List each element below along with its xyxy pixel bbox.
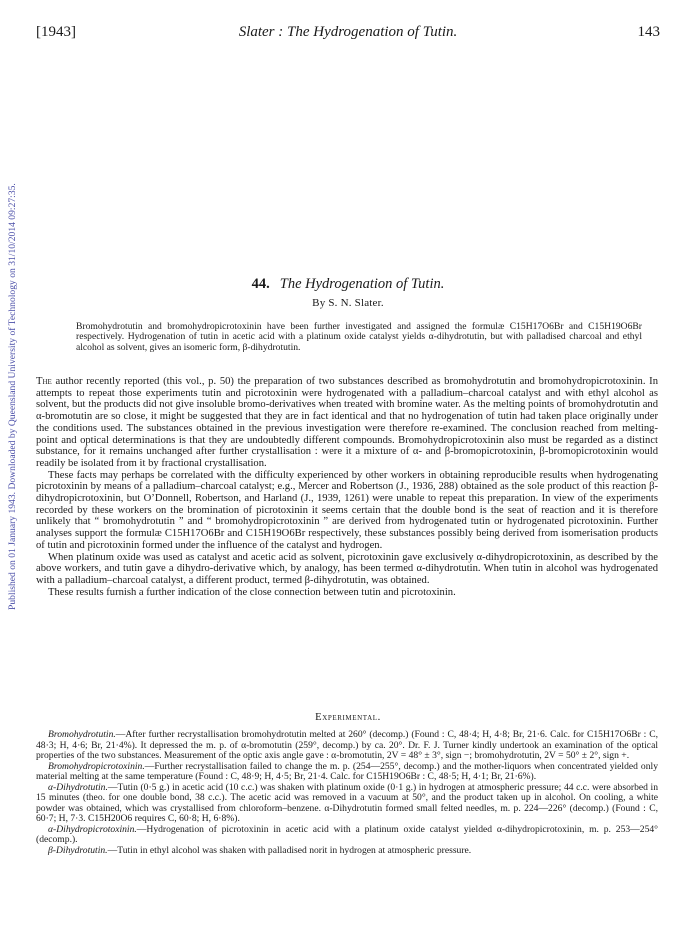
- running-title: Slater : The Hydrogenation of Tutin.: [238, 24, 458, 40]
- compound-label: Bromohydrotutin.: [48, 729, 116, 740]
- page-number: 143: [637, 24, 660, 40]
- experimental-text: —Tutin (0·5 g.) in acetic acid (10 c.c.) was shaken with platinum oxide (0·1 g.) in hydrogen at atmospheric pressure; 44 c.c. were absorbed in 15 minutes (theo. for one double bond, 38 c.c.). The acetic acid was removed in a vacuum at 50°, and the product taken up in alcohol. On cooling, a white powder was obtained, which was crystallised from chloroform–benzene. α-Dihydrotutin formed small felted needles, m. p. 224—226° (decomp.) (Found : C, 60·7; H, 7·3. C15H20O6 requires C, 60·8; H, 6·8%).: [36, 781, 658, 824]
- download-notice: [5, 110, 21, 610]
- journal-year: [1943]: [36, 24, 76, 40]
- experimental-section: [36, 730, 658, 856]
- lead-word: The: [36, 376, 52, 387]
- compound-label: β-Dihydrotutin.: [48, 844, 108, 856]
- experimental-paragraph-4: [36, 825, 658, 846]
- experimental-paragraph-2: [36, 762, 658, 783]
- article-heading: [36, 276, 660, 309]
- compound-label: α-Dihydrotutin.: [48, 781, 108, 793]
- experimental-text: —After further recrystallisation bromohydrotutin melted at 260° (decomp.) (Found : C, 48·4; H, 4·8; Br, 21·6. Calc. for C15H17O6Br : C, 48·3; H, 4·6; Br, 21·4%). It depressed the m. p. of α-bromotutin (259°, decomp.) by ca. 20°. Dr. F. J. Turner kindly undertook an examination of the optical properties of the two substances. Measurement of the optic axis angle gave : α-bromotutin, 2V = 48° ± 3°, sign −; bromohydrotutin, 2V = 50° ± 2°, sign +.: [36, 729, 658, 761]
- experimental-paragraph-1: [36, 730, 658, 762]
- section-heading-experimental: Experimental.: [315, 712, 381, 723]
- byline: By S. N. Slater.: [312, 297, 384, 309]
- experimental-paragraph-3: [36, 783, 658, 825]
- abstract: Bromohydrotutin and bromohydropicrotoxinin have been further investigated and assigned the formulæ C15H17O6Br and C15H19O6Br respectively. Hydrogenation of tutin in acetic acid with a platinum oxide catalyst yields α-dihydrotutin, but with palladised charcoal and ethyl alcohol as solvent, gives an isomeric form, β-dihydrotutin.: [76, 321, 642, 353]
- compound-label: Bromohydropicrotoxinin.: [48, 760, 145, 772]
- body-paragraph-1-text: author recently reported (this vol., p. 50) the preparation of two substances described as bromohydrotutin and bromohydropicrotoxinin. In attempts to repeat those experiments tutin and picrotoxinin were hydrogenated with a palladium–charcoal catalyst and with ethyl alcohol as solvent, but the products did not give insoluble bromo-derivatives when treated with bromine water. As the melting points of bromohydrotutin and α-bromotutin are so close, it might be suggested that they are in fact identical and that no hydrogenation of tutin had taken place originally under the conditions used. The substances obtained in the previous investigation were therefore re-examined. The conclusion reached from melting-point and optical determinations is that they are undoubtedly different compounds. Bromohydropicrotoxinin also must be regarded as a distinct substance, for it remains unchanged after further crystallisation : were it a mixture of α- and β-bromopicrotoxinin, β-bromopicrotoxinin would readily be isolated from it by fractional crystallisation.: [36, 376, 658, 469]
- experimental-text: —Further recrystallisation failed to change the m. p. (254—255°, decomp.) and the mother-liquors when concentrated yielded only material melting at the same temperature (Found : C, 48·9; H, 4·5; Br, 21·4. Calc. for C15H19O6Br : C, 48·5; H, 4·1; Br, 21·6%).: [36, 760, 658, 782]
- body-paragraph-3: When platinum oxide was used as catalyst and acetic acid as solvent, picrotoxinin gave exclusively α-dihydropicrotoxinin, as described by the above workers, and tutin gave a dihydro-derivative which, by analogy, has been termed α-dihydrotutin. When tutin in alcohol was hydrogenated with a palladium–charcoal catalyst, a different product, termed β-dihydrotutin, was obtained.: [36, 551, 658, 586]
- page-header: [36, 24, 660, 44]
- experimental-paragraph-5: [36, 846, 658, 857]
- article-number: 44.: [251, 276, 270, 292]
- download-notice-text: Published on 01 January 1943. Downloaded by Queensland University of Technology on 31/10/2014 09:27:35.: [7, 183, 18, 610]
- body-paragraph-1: [36, 376, 658, 470]
- experimental-text: —Hydrogenation of picrotoxinin in acetic acid with a platinum oxide catalyst yielded α-dihydropicrotoxinin, m. p. 253—254° (decomp.).: [36, 823, 658, 845]
- article-title-line: [36, 276, 660, 293]
- body-paragraph-4: These results furnish a further indication of the close connection between tutin and picrotoxinin.: [48, 586, 456, 598]
- compound-label: α-Dihydropicrotoxinin.: [48, 823, 137, 835]
- article-body: [36, 376, 658, 598]
- article-title: The Hydrogenation of Tutin.: [279, 276, 445, 292]
- body-paragraph-2: These facts may perhaps be correlated with the difficulty experienced by other workers in obtaining reproducible results when hydrogenating picrotoxinin by means of a palladium–charcoal catalyst; e.g., Mercer and Robertson (J., 1936, 288) obtained as the sole product of this reaction β-dihydropicrotoxinin, but O’Donnell, Robertson, and Harland (J., 1939, 1261) were unable to repeat this preparation. In view of the experiments recorded by these workers on the bromination of picrotoxinin it seems certain that the double bond is the seat of reaction and it is therefore unlikely that “ bromohydrotutin ” and “ bromohydropicrotoxinin ” are derived from hydrogenated tutin or hydrogenated picrotoxinin. Further analyses support the formulæ C15H17O6Br and C15H19O6Br respectively, these substances possibly being derived from isomerisation products of tutin and picrotoxinin formed under the influence of the catalyst and hydrogen.: [36, 469, 658, 551]
- experimental-text: —Tutin in ethyl alcohol was shaken with palladised norit in hydrogen at atmospheric pressure.: [107, 844, 472, 856]
